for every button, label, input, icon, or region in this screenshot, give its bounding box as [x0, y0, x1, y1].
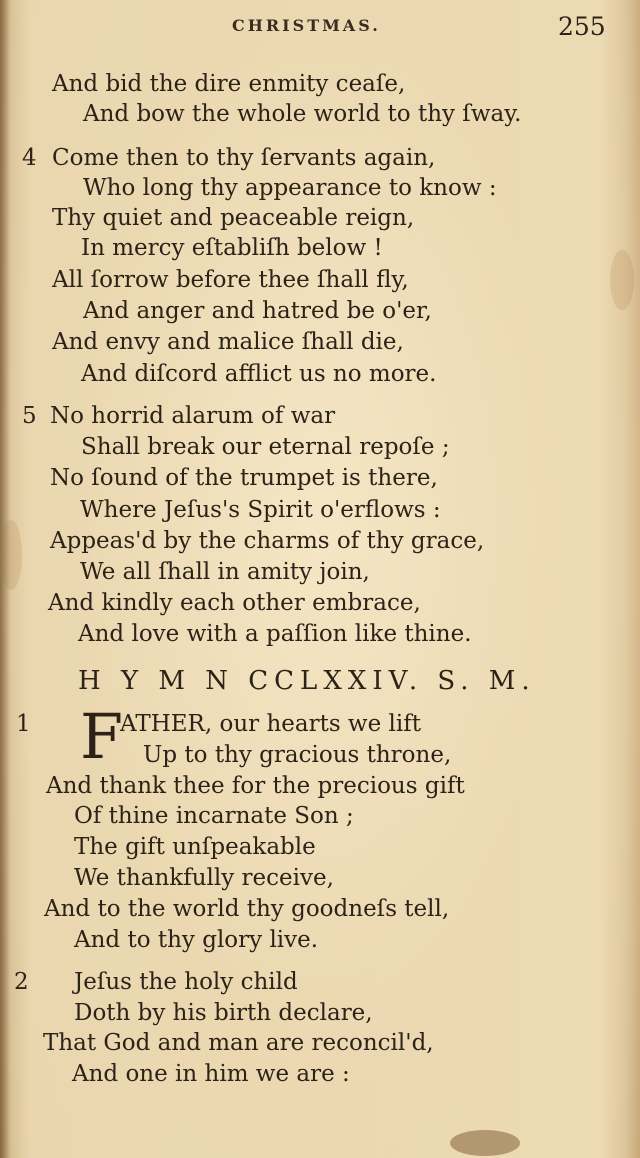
paper-stain	[450, 1130, 520, 1156]
verse-line: We all ſhall in amity join,	[80, 559, 370, 585]
verse-line: ATHER, our hearts we lift	[120, 711, 422, 737]
verse-line: And one in him we are :	[72, 1061, 350, 1087]
verse-line: Where Jeſus's Spirit o'erflows :	[80, 497, 441, 523]
verse-line: All ſorrow before thee ſhall fly,	[52, 267, 409, 293]
verse-line: We thankfully receive,	[74, 865, 334, 891]
verse-line: Appeas'd by the charms of thy grace,	[50, 528, 485, 554]
verse-line: And love with a paſſion like thine.	[78, 621, 472, 647]
drop-cap: F	[80, 700, 124, 773]
page-number: 255	[558, 12, 606, 41]
paper-stain	[610, 250, 634, 310]
running-head: CHRISTMAS.	[232, 16, 381, 35]
verse-line: And to thy glory live.	[74, 927, 319, 953]
verse-line: And kindly each other embrace,	[48, 590, 421, 616]
verse-line: In mercy eſtabliſh below !	[81, 235, 383, 261]
verse-line: And to the world thy goodneſs tell,	[44, 896, 450, 922]
verse-line: No horrid alarum of war	[50, 403, 336, 429]
verse-line: And thank thee for the precious gift	[46, 773, 465, 799]
verse-line: Of thine incarnate Son ;	[74, 803, 354, 829]
stanza-number: 5	[22, 403, 37, 429]
hymn-title: H Y M N CCLXXIV. S. M.	[78, 666, 536, 696]
verse-line: That God and man are reconcil'd,	[43, 1030, 434, 1056]
verse-line: And bow the whole world to thy ſway.	[83, 101, 522, 127]
stanza-number: 2	[14, 969, 29, 995]
verse-line: Up to thy gracious throne,	[143, 742, 452, 768]
verse-line: Come then to thy ſervants again,	[52, 145, 436, 171]
stanza-number: 4	[22, 145, 37, 171]
verse-line: And bid the dire enmity ceaſe,	[52, 71, 406, 97]
verse-line: Who long thy appearance to know :	[83, 175, 497, 201]
paper-stain	[0, 520, 22, 590]
verse-line: And envy and malice ſhall die,	[52, 329, 404, 355]
verse-line: Doth by his birth declare,	[74, 1000, 373, 1026]
verse-line: And diſcord afflict us no more.	[81, 361, 437, 387]
verse-line: No ſound of the trumpet is there,	[50, 465, 438, 491]
verse-line: And anger and hatred be o'er,	[83, 298, 432, 324]
verse-line: The gift unſpeakable	[74, 834, 316, 860]
verse-line: Thy quiet and peaceable reign,	[52, 205, 415, 231]
stanza-number: 1	[16, 711, 31, 737]
verse-line: Jeſus the holy child	[74, 969, 298, 995]
verse-line: Shall break our eternal repoſe ;	[81, 434, 450, 460]
